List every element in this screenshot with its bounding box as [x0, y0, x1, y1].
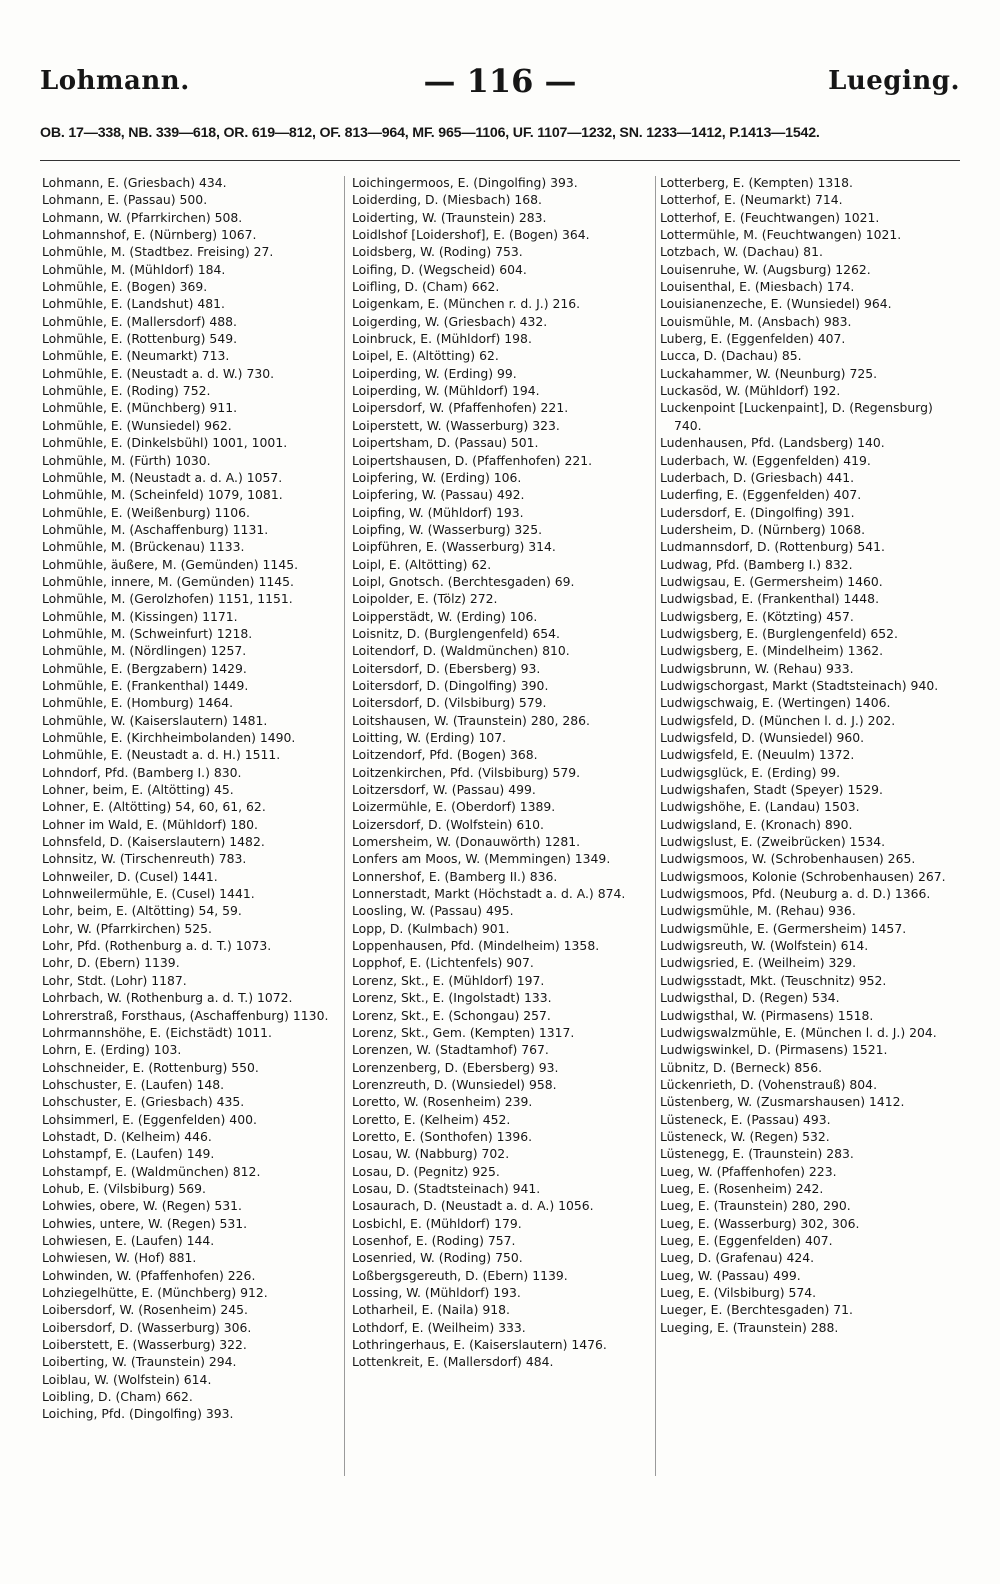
gazetteer-entry: Lohmühle, M. (Schweinfurt) 1218.: [42, 625, 253, 641]
gazetteer-entry: Loitzendorf, Pfd. (Bogen) 368.: [352, 747, 538, 763]
gazetteer-entry: Losau, D. (Pegnitz) 925.: [352, 1163, 500, 1179]
gazetteer-entry: Ludwigsthal, W. (Pirmasens) 1518.: [660, 1007, 874, 1023]
column-divider: [344, 176, 345, 1476]
gazetteer-entry: Louismühle, M. (Ansbach) 983.: [660, 313, 852, 329]
gazetteer-entry: Lohr, W. (Pfarrkirchen) 525.: [42, 920, 212, 936]
gazetteer-entry: Lueg, E. (Vilsbiburg) 574.: [660, 1285, 817, 1300]
gazetteer-entry: Luderfing, E. (Eggenfelden) 407.: [660, 487, 862, 503]
gazetteer-entry: Luckasöd, W. (Mühldorf) 192.: [660, 383, 841, 399]
gazetteer-entry: Lohwiesen, E. (Laufen) 144.: [42, 1232, 215, 1248]
header-first-entry: Lohmann.: [40, 66, 190, 96]
gazetteer-entry: Ludmannsdorf, D. (Rottenburg) 541.: [660, 539, 885, 555]
gazetteer-entry: Lohmühle, E. (Bogen) 369.: [42, 279, 208, 295]
gazetteer-entry: Lohmühle, E. (Homburg) 1464.: [42, 695, 234, 711]
gazetteer-entry: Lohmühle, M. (Scheinfeld) 1079, 1081.: [42, 487, 283, 503]
gazetteer-entry: Lückenrieth, D. (Vohenstrauß) 804.: [660, 1076, 878, 1092]
gazetteer-entry: Louisenruhe, W. (Augsburg) 1262.: [660, 261, 871, 277]
gazetteer-entry: Ludwigshöhe, E. (Landau) 1503.: [660, 799, 860, 815]
gazetteer-entry: Lohmühle, M. (Brückenau) 1133.: [42, 539, 245, 555]
gazetteer-entry: Ludwigsreuth, W. (Wolfstein) 614.: [660, 938, 869, 954]
gazetteer-entry: Lohnsitz, W. (Tirschenreuth) 783.: [42, 851, 247, 867]
gazetteer-entry: Lohmühle, E. (Rottenburg) 549.: [42, 331, 238, 347]
gazetteer-entry: Lohmann, E. (Passau) 500.: [42, 192, 208, 208]
gazetteer-entry: Lohmühle, M. (Neustadt a. d. A.) 1057.: [42, 469, 283, 485]
gazetteer-entry: Lohndorf, Pfd. (Bamberg I.) 830.: [42, 764, 242, 780]
gazetteer-entry: Lotterhof, E. (Feuchtwangen) 1021.: [660, 209, 880, 225]
gazetteer-entry: Lohmühle, E. (Kirchheimbolanden) 1490.: [42, 730, 296, 745]
gazetteer-entry: Lohstadt, D. (Kelheim) 446.: [42, 1128, 212, 1144]
gazetteer-entry: Lüsteneck, W. (Regen) 532.: [660, 1128, 830, 1144]
gazetteer-entry: Loiperding, W. (Erding) 99.: [352, 365, 517, 381]
gazetteer-entry: Loitendorf, D. (Waldmünchen) 810.: [352, 643, 570, 659]
gazetteer-entry: Louisianenzeche, E. (Wunsiedel) 964.: [660, 296, 892, 312]
gazetteer-entry: Lohr, beim, E. (Altötting) 54, 59.: [42, 903, 242, 919]
gazetteer-entry: Ludwigswalzmühle, E. (München l. d. J.) 204.: [660, 1024, 937, 1040]
gazetteer-entry: Ludenhausen, Pfd. (Landsberg) 140.: [660, 435, 885, 451]
gazetteer-entry: Lorenz, Skt., E. (Mühldorf) 197.: [352, 972, 545, 988]
gazetteer-entry: Lohstampf, E. (Waldmünchen) 812.: [42, 1163, 261, 1179]
gazetteer-entry: Lohmannshof, E. (Nürnberg) 1067.: [42, 227, 257, 243]
gazetteer-entry: Loipfering, W. (Erding) 106.: [352, 469, 522, 485]
gazetteer-entry: Lonnerstadt, Markt (Höchstadt a. d. A.) 874.: [352, 886, 626, 902]
gazetteer-entry: Ludwigsmoos, Kolonie (Schrobenhausen) 267.: [660, 868, 946, 884]
gazetteer-entry: Lohmühle, M. (Gerolzhofen) 1151, 1151.: [42, 591, 293, 607]
gazetteer-entry: Loiching, Pfd. (Dingolfing) 393.: [42, 1406, 234, 1422]
gazetteer-entry: Loipertshausen, D. (Pfaffenhofen) 221.: [352, 452, 593, 468]
gazetteer-entry: Lottermühle, M. (Feuchtwangen) 1021.: [660, 227, 902, 243]
gazetteer-entry: Louisenthal, E. (Miesbach) 174.: [660, 279, 855, 295]
gazetteer-entry: Losenried, W. (Roding) 750.: [352, 1250, 523, 1266]
gazetteer-entry: Lothringerhaus, E. (Kaiserslautern) 1476.: [352, 1337, 607, 1353]
gazetteer-entry: Lohr, Stdt. (Lohr) 1187.: [42, 972, 187, 988]
gazetteer-entry: Loipertsham, D. (Passau) 501.: [352, 435, 539, 451]
gazetteer-entry: Lohrerstraß, Forsthaus, (Aschaffenburg) 1130.: [42, 1007, 329, 1023]
gazetteer-entry: Ludwigsmoos, W. (Schrobenhausen) 265.: [660, 851, 916, 867]
gazetteer-entry: Lueg, D. (Grafenau) 424.: [660, 1250, 815, 1266]
gazetteer-entry: Lohnweilermühle, E. (Cusel) 1441.: [42, 886, 255, 902]
gazetteer-entry: Lorenz, Skt., E. (Schongau) 257.: [352, 1007, 551, 1023]
gazetteer-entry: Ludwigsstadt, Mkt. (Teuschnitz) 952.: [660, 972, 887, 988]
gazetteer-entry: Loiperstett, W. (Wasserburg) 323.: [352, 417, 560, 433]
gazetteer-entry: Lohschuster, E. (Laufen) 148.: [42, 1076, 225, 1092]
gazetteer-entry: Ludwigsfeld, D. (Wunsiedel) 960.: [660, 730, 865, 745]
gazetteer-entry: Ludersdorf, E. (Dingolfing) 391.: [660, 504, 855, 520]
gazetteer-entry: Lohrbach, W. (Rothenburg a. d. T.) 1072.: [42, 990, 293, 1006]
gazetteer-entry: Lohner, E. (Altötting) 54, 60, 61, 62.: [42, 799, 266, 815]
gazetteer-entry: Ludwigshafen, Stadt (Speyer) 1529.: [660, 782, 883, 798]
gazetteer-entry: Loipl, Gnotsch. (Berchtesgaden) 69.: [352, 573, 575, 589]
gazetteer-entry: Ludersheim, D. (Nürnberg) 1068.: [660, 521, 866, 537]
district-section-ranges: OB. 17—338, NB. 339—618, OR. 619—812, OF. 813—964, MF. 965—1106, UF. 1107—1232, SN. 1233—1412, P.1413—1542.: [40, 125, 820, 141]
gazetteer-entry: Lorenzen, W. (Stadtamhof) 767.: [352, 1042, 549, 1058]
gazetteer-entry: Loitting, W. (Erding) 107.: [352, 730, 507, 745]
gazetteer-entry: Loiberstett, E. (Wasserburg) 322.: [42, 1337, 247, 1353]
gazetteer-entry: Ludwigsmoos, Pfd. (Neuburg a. d. D.) 1366.: [660, 886, 931, 902]
gazetteer-entry: Ludwigschwaig, E. (Wertingen) 1406.: [660, 695, 891, 711]
gazetteer-entry: Loigenkam, E. (München r. d. J.) 216.: [352, 296, 581, 312]
gazetteer-entry: Lonnershof, E. (Bamberg II.) 836.: [352, 868, 558, 884]
header-divider: [40, 160, 960, 161]
gazetteer-entry: Lueg, E. (Rosenheim) 242.: [660, 1180, 824, 1196]
gazetteer-entry: Lohmühle, E. (Frankenthal) 1449.: [42, 677, 249, 693]
gazetteer-entry: Lohub, E. (Vilsbiburg) 569.: [42, 1180, 206, 1196]
gazetteer-entry: Loipfing, W. (Wasserburg) 325.: [352, 521, 543, 537]
gazetteer-entry: Losau, D. (Stadtsteinach) 941.: [352, 1180, 541, 1196]
gazetteer-entry: Loitshausen, W. (Traunstein) 280, 286.: [352, 712, 590, 728]
gazetteer-entry: Loitzenkirchen, Pfd. (Vilsbiburg) 579.: [352, 764, 581, 780]
gazetteer-entry: Lohmühle, M. (Aschaffenburg) 1131.: [42, 521, 269, 537]
gazetteer-entry: Loipführen, E. (Wasserburg) 314.: [352, 539, 556, 555]
gazetteer-entry: Loiperding, W. (Mühldorf) 194.: [352, 383, 540, 399]
gazetteer-entry: Lucca, D. (Dachau) 85.: [660, 348, 802, 364]
gazetteer-entry: Ludwigsberg, E. (Burglengenfeld) 652.: [660, 625, 898, 641]
gazetteer-entry: Lohnweiler, D. (Cusel) 1441.: [42, 868, 218, 884]
gazetteer-entry: Lueging, E. (Traunstein) 288.: [660, 1319, 839, 1335]
gazetteer-entry: Lonfers am Moos, W. (Memmingen) 1349.: [352, 851, 611, 867]
gazetteer-entry: Lohmühle, E. (Bergzabern) 1429.: [42, 660, 247, 676]
gazetteer-entry: Lohmühle, E. (Neumarkt) 713.: [42, 348, 230, 364]
page-number: — 116 —: [423, 62, 577, 100]
gazetteer-entry: Loitzersdorf, W. (Passau) 499.: [352, 782, 536, 798]
header-last-entry: Lueging.: [828, 66, 960, 96]
gazetteer-entry: Lohmühle, M. (Nördlingen) 1257.: [42, 643, 247, 659]
gazetteer-entry: Loizermühle, E. (Oberdorf) 1389.: [352, 799, 556, 815]
gazetteer-entry: Lohmühle, E. (Wunsiedel) 962.: [42, 417, 232, 433]
gazetteer-entry: Luberg, E. (Eggenfelden) 407.: [660, 331, 846, 347]
gazetteer-entry: Lohmühle, M. (Kissingen) 1171.: [42, 608, 238, 624]
gazetteer-entry: Lohmann, E. (Griesbach) 434.: [42, 175, 227, 190]
gazetteer-entry: Lopp, D. (Kulmbach) 901.: [352, 920, 510, 936]
gazetteer-entry: Losau, W. (Nabburg) 702.: [352, 1146, 510, 1162]
column-divider: [655, 176, 656, 1476]
gazetteer-entry: Lohschuster, E. (Griesbach) 435.: [42, 1094, 245, 1110]
gazetteer-entry: Lueg, E. (Eggenfelden) 407.: [660, 1232, 833, 1248]
gazetteer-entry: Loinbruck, E. (Mühldorf) 198.: [352, 331, 532, 347]
gazetteer-entry: Loipolder, E. (Tölz) 272.: [352, 591, 498, 607]
gazetteer-entry: Loizersdorf, D. (Wolfstein) 610.: [352, 816, 544, 832]
gazetteer-entry: Lohmühle, E. (Dinkelsbühl) 1001, 1001.: [42, 435, 288, 451]
gazetteer-entry: Lomersheim, W. (Donauwörth) 1281.: [352, 834, 581, 850]
gazetteer-entry: Losenhof, E. (Roding) 757.: [352, 1232, 516, 1248]
gazetteer-entry: Lohmühle, W. (Kaiserslautern) 1481.: [42, 712, 268, 728]
gazetteer-entry: Ludwigsberg, E. (Kötzting) 457.: [660, 608, 854, 624]
gazetteer-entry: Loibling, D. (Cham) 662.: [42, 1389, 193, 1405]
gazetteer-entry: Loipersdorf, W. (Pfaffenhofen) 221.: [352, 400, 569, 416]
gazetteer-entry: Loipel, E. (Altötting) 62.: [352, 348, 499, 364]
gazetteer-entry: Lorenz, Skt., E. (Ingolstadt) 133.: [352, 990, 552, 1006]
gazetteer-entry: Lottenkreit, E. (Mallersdorf) 484.: [352, 1354, 554, 1370]
gazetteer-entry: Lübnitz, D. (Berneck) 856.: [660, 1059, 823, 1075]
gazetteer-entry: Ludwigsberg, E. (Mindelheim) 1362.: [660, 643, 884, 659]
gazetteer-entry: Ludwigsfeld, D. (München l. d. J.) 202.: [660, 712, 896, 728]
gazetteer-entry: Loibersdorf, D. (Wasserburg) 306.: [42, 1319, 252, 1335]
gazetteer-entry: Lüsteneck, E. (Passau) 493.: [660, 1111, 831, 1127]
gazetteer-entry: Ludwigschorgast, Markt (Stadtsteinach) 940.: [660, 677, 939, 693]
gazetteer-entry: Lohrn, E. (Erding) 103.: [42, 1042, 182, 1058]
gazetteer-entry: Loosling, W. (Passau) 495.: [352, 903, 514, 919]
gazetteer-entry: Losbichl, E. (Mühldorf) 179.: [352, 1215, 522, 1231]
gazetteer-entry: Losaurach, D. (Neustadt a. d. A.) 1056.: [352, 1198, 594, 1214]
gazetteer-entry: Luckenpoint [Luckenpaint], D. (Regensburg) 740.: [660, 400, 933, 433]
gazetteer-entry: Loiblau, W. (Wolfstein) 614.: [42, 1371, 212, 1387]
gazetteer-entry: Lotharheil, E. (Naila) 918.: [352, 1302, 510, 1318]
gazetteer-entry: Lohwinden, W. (Pfaffenhofen) 226.: [42, 1267, 256, 1283]
gazetteer-entry: Luderbach, D. (Griesbach) 441.: [660, 469, 855, 485]
gazetteer-entry: Lohschneider, E. (Rottenburg) 550.: [42, 1059, 259, 1075]
gazetteer-entry: Loretto, E. (Kelheim) 452.: [352, 1111, 511, 1127]
gazetteer-entry: Loidsberg, W. (Roding) 753.: [352, 244, 523, 260]
gazetteer-entry: Ludwigsau, E. (Germersheim) 1460.: [660, 573, 883, 589]
gazetteer-entry: Lotzbach, W. (Dachau) 81.: [660, 244, 823, 260]
gazetteer-entry: Ludwigsried, E. (Weilheim) 329.: [660, 955, 857, 971]
gazetteer-entry: Lohr, D. (Ebern) 1139.: [42, 955, 180, 971]
gazetteer-entry: Loifling, D. (Cham) 662.: [352, 279, 500, 295]
gazetteer-entry: Lothdorf, E. (Weilheim) 333.: [352, 1319, 526, 1335]
gazetteer-entry: Lohmühle, E. (Weißenburg) 1106.: [42, 504, 250, 520]
gazetteer-entry: Loipfering, W. (Passau) 492.: [352, 487, 525, 503]
gazetteer-entry: Lohmühle, E. (Mallersdorf) 488.: [42, 313, 237, 329]
gazetteer-entry: Lotterberg, E. (Kempten) 1318.: [660, 175, 853, 190]
gazetteer-entry: Loichingermoos, E. (Dingolfing) 393.: [352, 175, 578, 190]
gazetteer-entry: Lohmühle, E. (Neustadt a. d. H.) 1511.: [42, 747, 281, 763]
gazetteer-entry: Lueg, E. (Traunstein) 280, 290.: [660, 1198, 851, 1214]
gazetteer-entry: Loretto, E. (Sonthofen) 1396.: [352, 1128, 533, 1144]
gazetteer-entry: Luderbach, W. (Eggenfelden) 419.: [660, 452, 871, 468]
gazetteer-entry: Lorenzenberg, D. (Ebersberg) 93.: [352, 1059, 559, 1075]
gazetteer-entry: Lüstenegg, E. (Traunstein) 283.: [660, 1146, 854, 1162]
gazetteer-entry: Loiderting, W. (Traunstein) 283.: [352, 209, 547, 225]
gazetteer-entry: Loretto, W. (Rosenheim) 239.: [352, 1094, 533, 1110]
gazetteer-entry: Loppenhausen, Pfd. (Mindelheim) 1358.: [352, 938, 600, 954]
gazetteer-entry: Lohstampf, E. (Laufen) 149.: [42, 1146, 215, 1162]
gazetteer-entry: Loidlshof [Loidershof], E. (Bogen) 364.: [352, 227, 590, 243]
gazetteer-entry: Lueg, W. (Passau) 499.: [660, 1267, 801, 1283]
gazetteer-entry: Lohmühle, äußere, M. (Gemünden) 1145.: [42, 556, 299, 572]
gazetteer-entry: Lueg, W. (Pfaffenhofen) 223.: [660, 1163, 837, 1179]
gazetteer-entry: Ludwigslust, E. (Zweibrücken) 1534.: [660, 834, 886, 850]
gazetteer-entry: Lohnsfeld, D. (Kaiserslautern) 1482.: [42, 834, 265, 850]
gazetteer-entry: Lueg, E. (Wasserburg) 302, 306.: [660, 1215, 860, 1231]
gazetteer-entry: Loifing, D. (Wegscheid) 604.: [352, 261, 527, 277]
gazetteer-entry: Luckahammer, W. (Neunburg) 725.: [660, 365, 878, 381]
gazetteer-entry: Lueger, E. (Berchtesgaden) 71.: [660, 1302, 853, 1318]
gazetteer-entry: Lohmühle, E. (Münchberg) 911.: [42, 400, 238, 416]
gazetteer-entry: Ludwigsmühle, M. (Rehau) 936.: [660, 903, 856, 919]
gazetteer-entry: Loigerding, W. (Griesbach) 432.: [352, 313, 548, 329]
gazetteer-entry: Loitersdorf, D. (Dingolfing) 390.: [352, 677, 549, 693]
gazetteer-entry: Lohrmannshöhe, E. (Eichstädt) 1011.: [42, 1024, 272, 1040]
gazetteer-entry: Lohmühle, E. (Neustadt a. d. W.) 730.: [42, 365, 275, 381]
gazetteer-entry: Lohziegelhütte, E. (Münchberg) 912.: [42, 1285, 268, 1300]
gazetteer-entry: Ludwigsfeld, E. (Neuulm) 1372.: [660, 747, 855, 763]
gazetteer-entry: Lohr, Pfd. (Rothenburg a. d. T.) 1073.: [42, 938, 272, 954]
gazetteer-entry: Loiderding, D. (Miesbach) 168.: [352, 192, 542, 208]
gazetteer-entry: Loitersdorf, D. (Ebersberg) 93.: [352, 660, 541, 676]
gazetteer-entry: Lohwies, untere, W. (Regen) 531.: [42, 1215, 248, 1231]
gazetteer-entry: Ludwigsbrunn, W. (Rehau) 933.: [660, 660, 854, 676]
gazetteer-entry: Ludwigsbad, E. (Frankenthal) 1448.: [660, 591, 880, 607]
gazetteer-entry: Lohner im Wald, E. (Mühldorf) 180.: [42, 816, 258, 832]
gazetteer-entry: Lohmühle, M. (Fürth) 1030.: [42, 452, 211, 468]
gazetteer-entry: Lohwiesen, W. (Hof) 881.: [42, 1250, 197, 1266]
gazetteer-entry: Lohmühle, innere, M. (Gemünden) 1145.: [42, 573, 294, 589]
gazetteer-entry: Lohmann, W. (Pfarrkirchen) 508.: [42, 209, 243, 225]
gazetteer-entry: Loipl, E. (Altötting) 62.: [352, 556, 492, 572]
column-1: [42, 174, 338, 1423]
gazetteer-entry: Ludwag, Pfd. (Bamberg I.) 832.: [660, 556, 853, 572]
gazetteer-entry: Ludwigsthal, D. (Regen) 534.: [660, 990, 840, 1006]
gazetteer-entry: Ludwigsglück, E. (Erding) 99.: [660, 764, 841, 780]
gazetteer-entry: Lohmühle, E. (Landshut) 481.: [42, 296, 225, 312]
gazetteer-entry: Lorenzreuth, D. (Wunsiedel) 958.: [352, 1076, 557, 1092]
gazetteer-entry: Lüstenberg, W. (Zusmarshausen) 1412.: [660, 1094, 905, 1110]
gazetteer-entry: Lotterhof, E. (Neumarkt) 714.: [660, 192, 843, 208]
gazetteer-entry: Lossing, W. (Mühldorf) 193.: [352, 1285, 521, 1300]
gazetteer-entry: Lopphof, E. (Lichtenfels) 907.: [352, 955, 534, 971]
column-3: [660, 174, 960, 1336]
gazetteer-entry: Loitersdorf, D. (Vilsbiburg) 579.: [352, 695, 547, 711]
gazetteer-entry: Lohmühle, M. (Stadtbez. Freising) 27.: [42, 244, 274, 260]
page-header: [40, 62, 960, 106]
gazetteer-entry: Lohmühle, M. (Mühldorf) 184.: [42, 261, 226, 277]
gazetteer-entry: Loiberting, W. (Traunstein) 294.: [42, 1354, 237, 1370]
gazetteer-entry: Loßbergsgereuth, D. (Ebern) 1139.: [352, 1267, 568, 1283]
gazetteer-entry: Loibersdorf, W. (Rosenheim) 245.: [42, 1302, 248, 1318]
column-2: [352, 174, 650, 1371]
gazetteer-entry: Lohwies, obere, W. (Regen) 531.: [42, 1198, 242, 1214]
gazetteer-entry: Ludwigswinkel, D. (Pirmasens) 1521.: [660, 1042, 888, 1058]
gazetteer-entry: Loisnitz, D. (Burglengenfeld) 654.: [352, 625, 560, 641]
gazetteer-entry: Lorenz, Skt., Gem. (Kempten) 1317.: [352, 1024, 575, 1040]
gazetteer-entry: Lohner, beim, E. (Altötting) 45.: [42, 782, 234, 798]
gazetteer-entry: Ludwigsmühle, E. (Germersheim) 1457.: [660, 920, 907, 936]
gazetteer-entry: Ludwigsland, E. (Kronach) 890.: [660, 816, 853, 832]
gazetteer-entry: Loipfing, W. (Mühldorf) 193.: [352, 504, 524, 520]
gazetteer-entry: Lohmühle, E. (Roding) 752.: [42, 383, 211, 399]
gazetteer-entry: Loipperstädt, W. (Erding) 106.: [352, 608, 538, 624]
gazetteer-entry: Lohsimmerl, E. (Eggenfelden) 400.: [42, 1111, 257, 1127]
